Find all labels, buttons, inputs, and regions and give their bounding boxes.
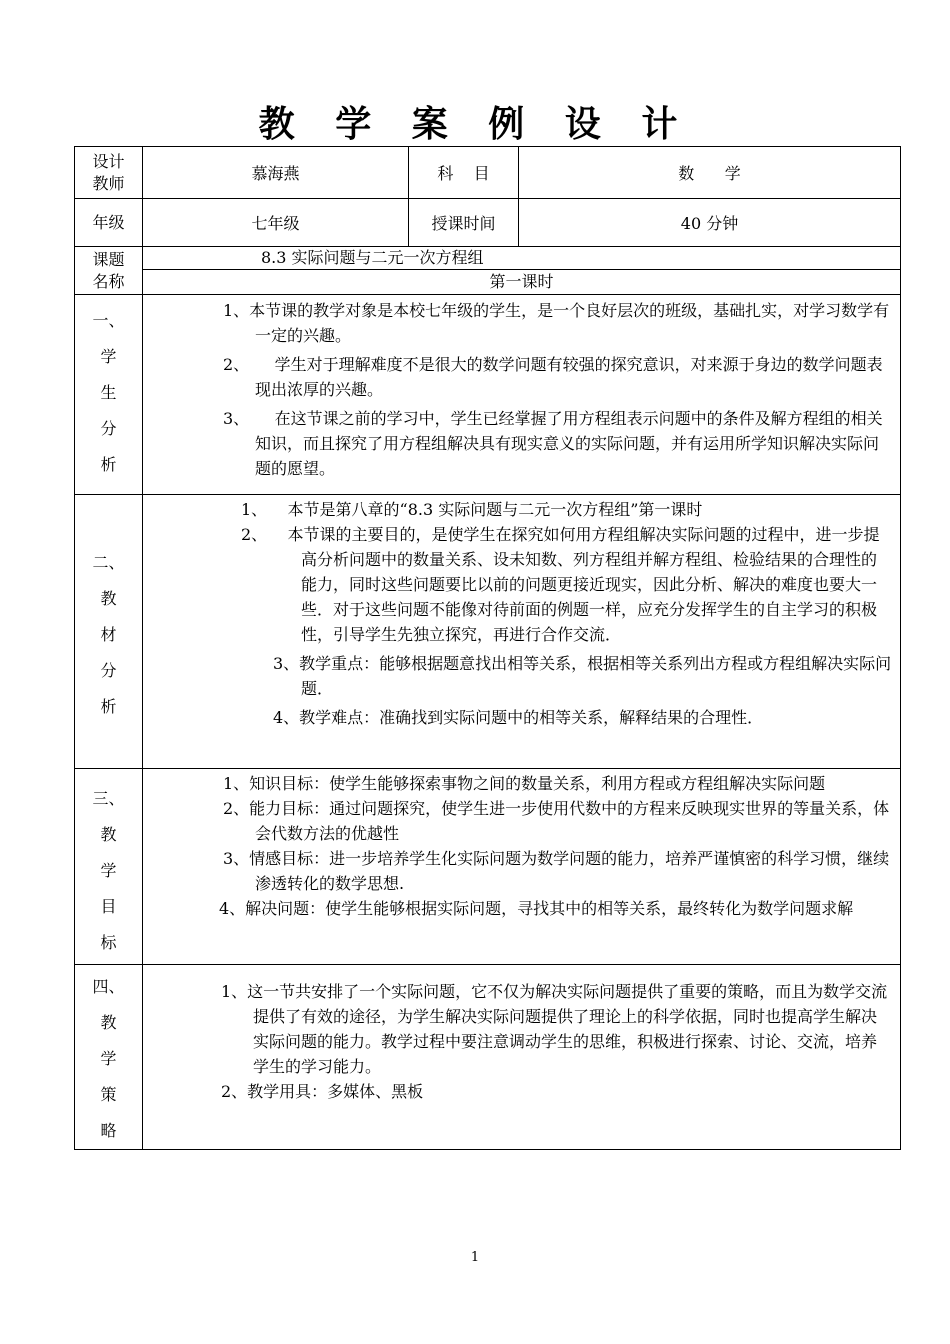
grade-row — [75, 199, 901, 247]
section-label: 三、 教 学 目 标 — [75, 769, 143, 965]
list-item: 3、情感目标：进一步培养学生化实际问题为数学问题的能力，培养严谨慎密的科学习惯，继续渗透转化的数学思想. — [223, 849, 890, 893]
section-material-analysis — [75, 495, 901, 769]
section-content — [143, 295, 901, 495]
grade-label: 年级 — [75, 199, 143, 247]
section-content — [143, 495, 901, 769]
list-item: 2、能力目标：通过问题探究，使学生进一步使用代数中的方程来反映现实世界的等量关系，体会代数方法的优越性 — [223, 799, 890, 843]
duration-value: 40 分钟 — [519, 199, 901, 247]
page-number: 1 — [470, 1250, 480, 1265]
list-item: 2、 学生对于理解难度不是很大的数学问题有较强的探究意识，对来源于身边的数学问题表现出浓厚的兴趣。 — [223, 355, 883, 399]
section-content — [143, 769, 901, 965]
list-item: 2、教学用具：多媒体、黑板 — [221, 1082, 424, 1101]
list-item: 2、 本节课的主要目的，是使学生在探究如何用方程组解决实际问题的过程中，进一步提高分析问题中的数量关系、设未知数、列方程组并解方程组、检验结果的合理性的能力，同时这些问题要比以前的问题更接近现实，因此分析、解决的难度也要大一些．对于这些问题不能像对待前面的例题一样，应充分发挥学生的自主学习的积极性，引导学生先独立探究，再进行合作交流． — [241, 525, 880, 644]
section-teaching-objectives — [75, 769, 901, 965]
list-item: 1、本节课的教学对象是本校七年级的学生，是一个良好层次的班级，基础扎实，对学习数学有一定的兴趣。 — [223, 301, 890, 345]
list-item: 1、这一节共安排了一个实际问题，它不仅为解决实际问题提供了重要的策略，而且为数学交流提供了有效的途径，为学生解决实际问题提供了理论上的科学依据，同时也提高学生解决实际问题的能力。教学过程中要注意调动学生的思维，积极进行探索、讨论、交流，培养学生的学习能力。 — [221, 982, 888, 1076]
duration-label: 授课时间 — [409, 199, 519, 247]
topic-row — [75, 247, 901, 295]
designer-label: 设计 教师 — [75, 147, 143, 199]
list-item: 3、 在这节课之前的学习中，学生已经掌握了用方程组表示问题中的条件及解方程组的相关知识，而且探究了用方程组解决具有现实意义的实际问题，并有运用所学知识解决实际问题的愿望。 — [223, 409, 883, 478]
list-item: 4、教学难点：准确找到实际问题中的相等关系，解释结果的合理性． — [273, 708, 764, 727]
document-title: 教 学 案 例 设 计 — [258, 104, 692, 145]
subject-value: 数 学 — [519, 147, 901, 199]
section-student-analysis — [75, 295, 901, 495]
list-item: 1、知识目标：使学生能够探索事物之间的数量关系，利用方程或方程组解决实际问题 — [223, 774, 826, 793]
designer-row — [75, 147, 901, 199]
topic-label: 课题 名称 — [75, 247, 143, 295]
list-item: 3、教学重点：能够根据题意找出相等关系，根据相等关系列出方程或方程组解决实际问题． — [273, 654, 892, 698]
section-label: 四、 教 学 策 略 — [75, 965, 143, 1150]
topic-value: 8.3 实际问题与二元一次方程组 — [261, 248, 484, 267]
subject-label: 科 目 — [409, 147, 519, 199]
list-item: 1、 本节是第八章的“8.3 实际问题与二元一次方程组”第一课时 — [241, 500, 703, 519]
section-content — [143, 965, 901, 1150]
designer-value: 慕海燕 — [143, 147, 409, 199]
topic-cell — [143, 247, 901, 295]
list-item: 4、解决问题：使学生能够根据实际问题，寻找其中的相等关系，最终转化为数学问题求解 — [219, 899, 854, 918]
grade-value: 七年级 — [143, 199, 409, 247]
lesson-value: 第一课时 — [143, 269, 900, 294]
section-label: 一、 学 生 分 析 — [75, 295, 143, 495]
section-teaching-strategy — [75, 965, 901, 1150]
section-label: 二、 教 材 分 析 — [75, 495, 143, 769]
lesson-plan-table — [74, 146, 901, 1150]
